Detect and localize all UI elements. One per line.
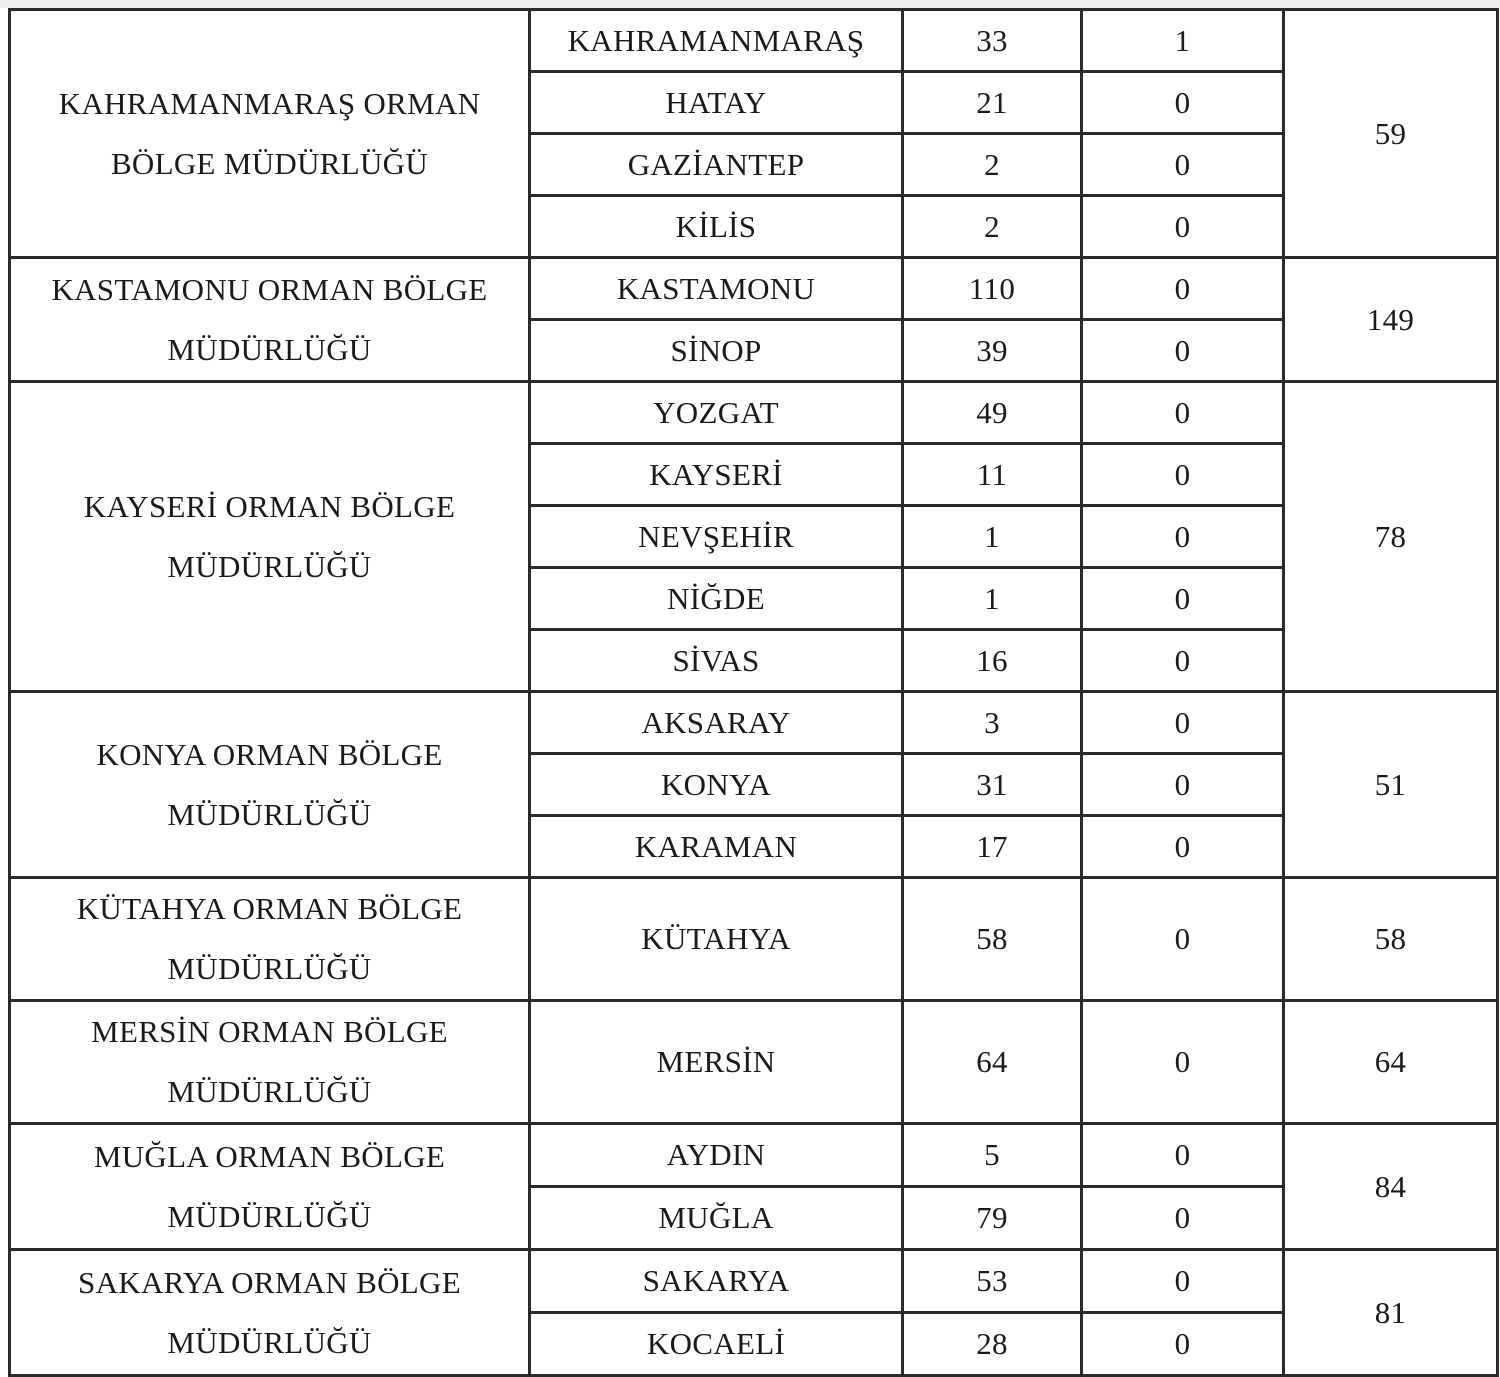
- value-a-cell: 110: [903, 258, 1082, 320]
- region-cell: KÜTAHYA ORMAN BÖLGE MÜDÜRLÜĞÜ: [10, 878, 530, 1001]
- value-b-cell: 0: [1082, 692, 1284, 754]
- table-row: [10, 1250, 1498, 1313]
- total-cell: 58: [1284, 878, 1498, 1001]
- value-a-cell: 79: [903, 1187, 1082, 1250]
- total-cell: 84: [1284, 1124, 1498, 1250]
- city-cell: NEVŞEHİR: [530, 506, 903, 568]
- value-b-cell: 0: [1082, 1001, 1284, 1124]
- value-a-cell: 2: [903, 196, 1082, 258]
- city-cell: AKSARAY: [530, 692, 903, 754]
- value-b-cell: 1: [1082, 10, 1284, 72]
- table-row: [10, 1001, 1498, 1124]
- region-cell: KASTAMONU ORMAN BÖLGE MÜDÜRLÜĞÜ: [10, 258, 530, 382]
- page-top-strip: [0, 0, 1500, 8]
- value-b-cell: 0: [1082, 568, 1284, 630]
- city-cell: GAZİANTEP: [530, 134, 903, 196]
- value-b-cell: 0: [1082, 134, 1284, 196]
- city-cell: KASTAMONU: [530, 258, 903, 320]
- table-row: [10, 382, 1498, 444]
- value-b-cell: 0: [1082, 816, 1284, 878]
- city-cell: SİVAS: [530, 630, 903, 692]
- value-b-cell: 0: [1082, 1250, 1284, 1313]
- value-a-cell: 11: [903, 444, 1082, 506]
- city-cell: KÜTAHYA: [530, 878, 903, 1001]
- value-a-cell: 1: [903, 506, 1082, 568]
- city-cell: SAKARYA: [530, 1250, 903, 1313]
- city-cell: KAYSERİ: [530, 444, 903, 506]
- value-b-cell: 0: [1082, 320, 1284, 382]
- value-b-cell: 0: [1082, 382, 1284, 444]
- value-b-cell: 0: [1082, 506, 1284, 568]
- value-b-cell: 0: [1082, 1313, 1284, 1376]
- value-b-cell: 0: [1082, 878, 1284, 1001]
- value-b-cell: 0: [1082, 630, 1284, 692]
- region-cell: KONYA ORMAN BÖLGE MÜDÜRLÜĞÜ: [10, 692, 530, 878]
- value-a-cell: 49: [903, 382, 1082, 444]
- city-cell: KARAMAN: [530, 816, 903, 878]
- city-cell: MERSİN: [530, 1001, 903, 1124]
- value-a-cell: 64: [903, 1001, 1082, 1124]
- city-cell: AYDIN: [530, 1124, 903, 1187]
- city-cell: KAHRAMANMARAŞ: [530, 10, 903, 72]
- value-a-cell: 39: [903, 320, 1082, 382]
- value-a-cell: 16: [903, 630, 1082, 692]
- region-cell: MERSİN ORMAN BÖLGE MÜDÜRLÜĞÜ: [10, 1001, 530, 1124]
- value-b-cell: 0: [1082, 258, 1284, 320]
- city-cell: KONYA: [530, 754, 903, 816]
- total-cell: 51: [1284, 692, 1498, 878]
- value-a-cell: 17: [903, 816, 1082, 878]
- city-cell: KOCAELİ: [530, 1313, 903, 1376]
- table-row: [10, 1124, 1498, 1187]
- value-a-cell: 21: [903, 72, 1082, 134]
- total-cell: 149: [1284, 258, 1498, 382]
- total-cell: 59: [1284, 10, 1498, 258]
- value-a-cell: 58: [903, 878, 1082, 1001]
- value-b-cell: 0: [1082, 72, 1284, 134]
- total-cell: 78: [1284, 382, 1498, 692]
- region-cell: SAKARYA ORMAN BÖLGE MÜDÜRLÜĞÜ: [10, 1250, 530, 1376]
- value-a-cell: 33: [903, 10, 1082, 72]
- value-a-cell: 28: [903, 1313, 1082, 1376]
- city-cell: YOZGAT: [530, 382, 903, 444]
- value-b-cell: 0: [1082, 754, 1284, 816]
- total-cell: 81: [1284, 1250, 1498, 1376]
- value-a-cell: 3: [903, 692, 1082, 754]
- table-row: [10, 878, 1498, 1001]
- region-cell: KAHRAMANMARAŞ ORMAN BÖLGE MÜDÜRLÜĞÜ: [10, 10, 530, 258]
- table-row: [10, 10, 1498, 72]
- value-b-cell: 0: [1082, 196, 1284, 258]
- value-b-cell: 0: [1082, 444, 1284, 506]
- table-row: [10, 258, 1498, 320]
- table-body: [10, 10, 1498, 1376]
- table-row: [10, 692, 1498, 754]
- forest-region-table: [8, 8, 1499, 1377]
- total-cell: 64: [1284, 1001, 1498, 1124]
- city-cell: SİNOP: [530, 320, 903, 382]
- value-b-cell: 0: [1082, 1124, 1284, 1187]
- region-cell: MUĞLA ORMAN BÖLGE MÜDÜRLÜĞÜ: [10, 1124, 530, 1250]
- region-cell: KAYSERİ ORMAN BÖLGE MÜDÜRLÜĞÜ: [10, 382, 530, 692]
- value-a-cell: 5: [903, 1124, 1082, 1187]
- city-cell: NİĞDE: [530, 568, 903, 630]
- city-cell: HATAY: [530, 72, 903, 134]
- city-cell: KİLİS: [530, 196, 903, 258]
- value-a-cell: 2: [903, 134, 1082, 196]
- city-cell: MUĞLA: [530, 1187, 903, 1250]
- value-a-cell: 1: [903, 568, 1082, 630]
- value-b-cell: 0: [1082, 1187, 1284, 1250]
- value-a-cell: 31: [903, 754, 1082, 816]
- value-a-cell: 53: [903, 1250, 1082, 1313]
